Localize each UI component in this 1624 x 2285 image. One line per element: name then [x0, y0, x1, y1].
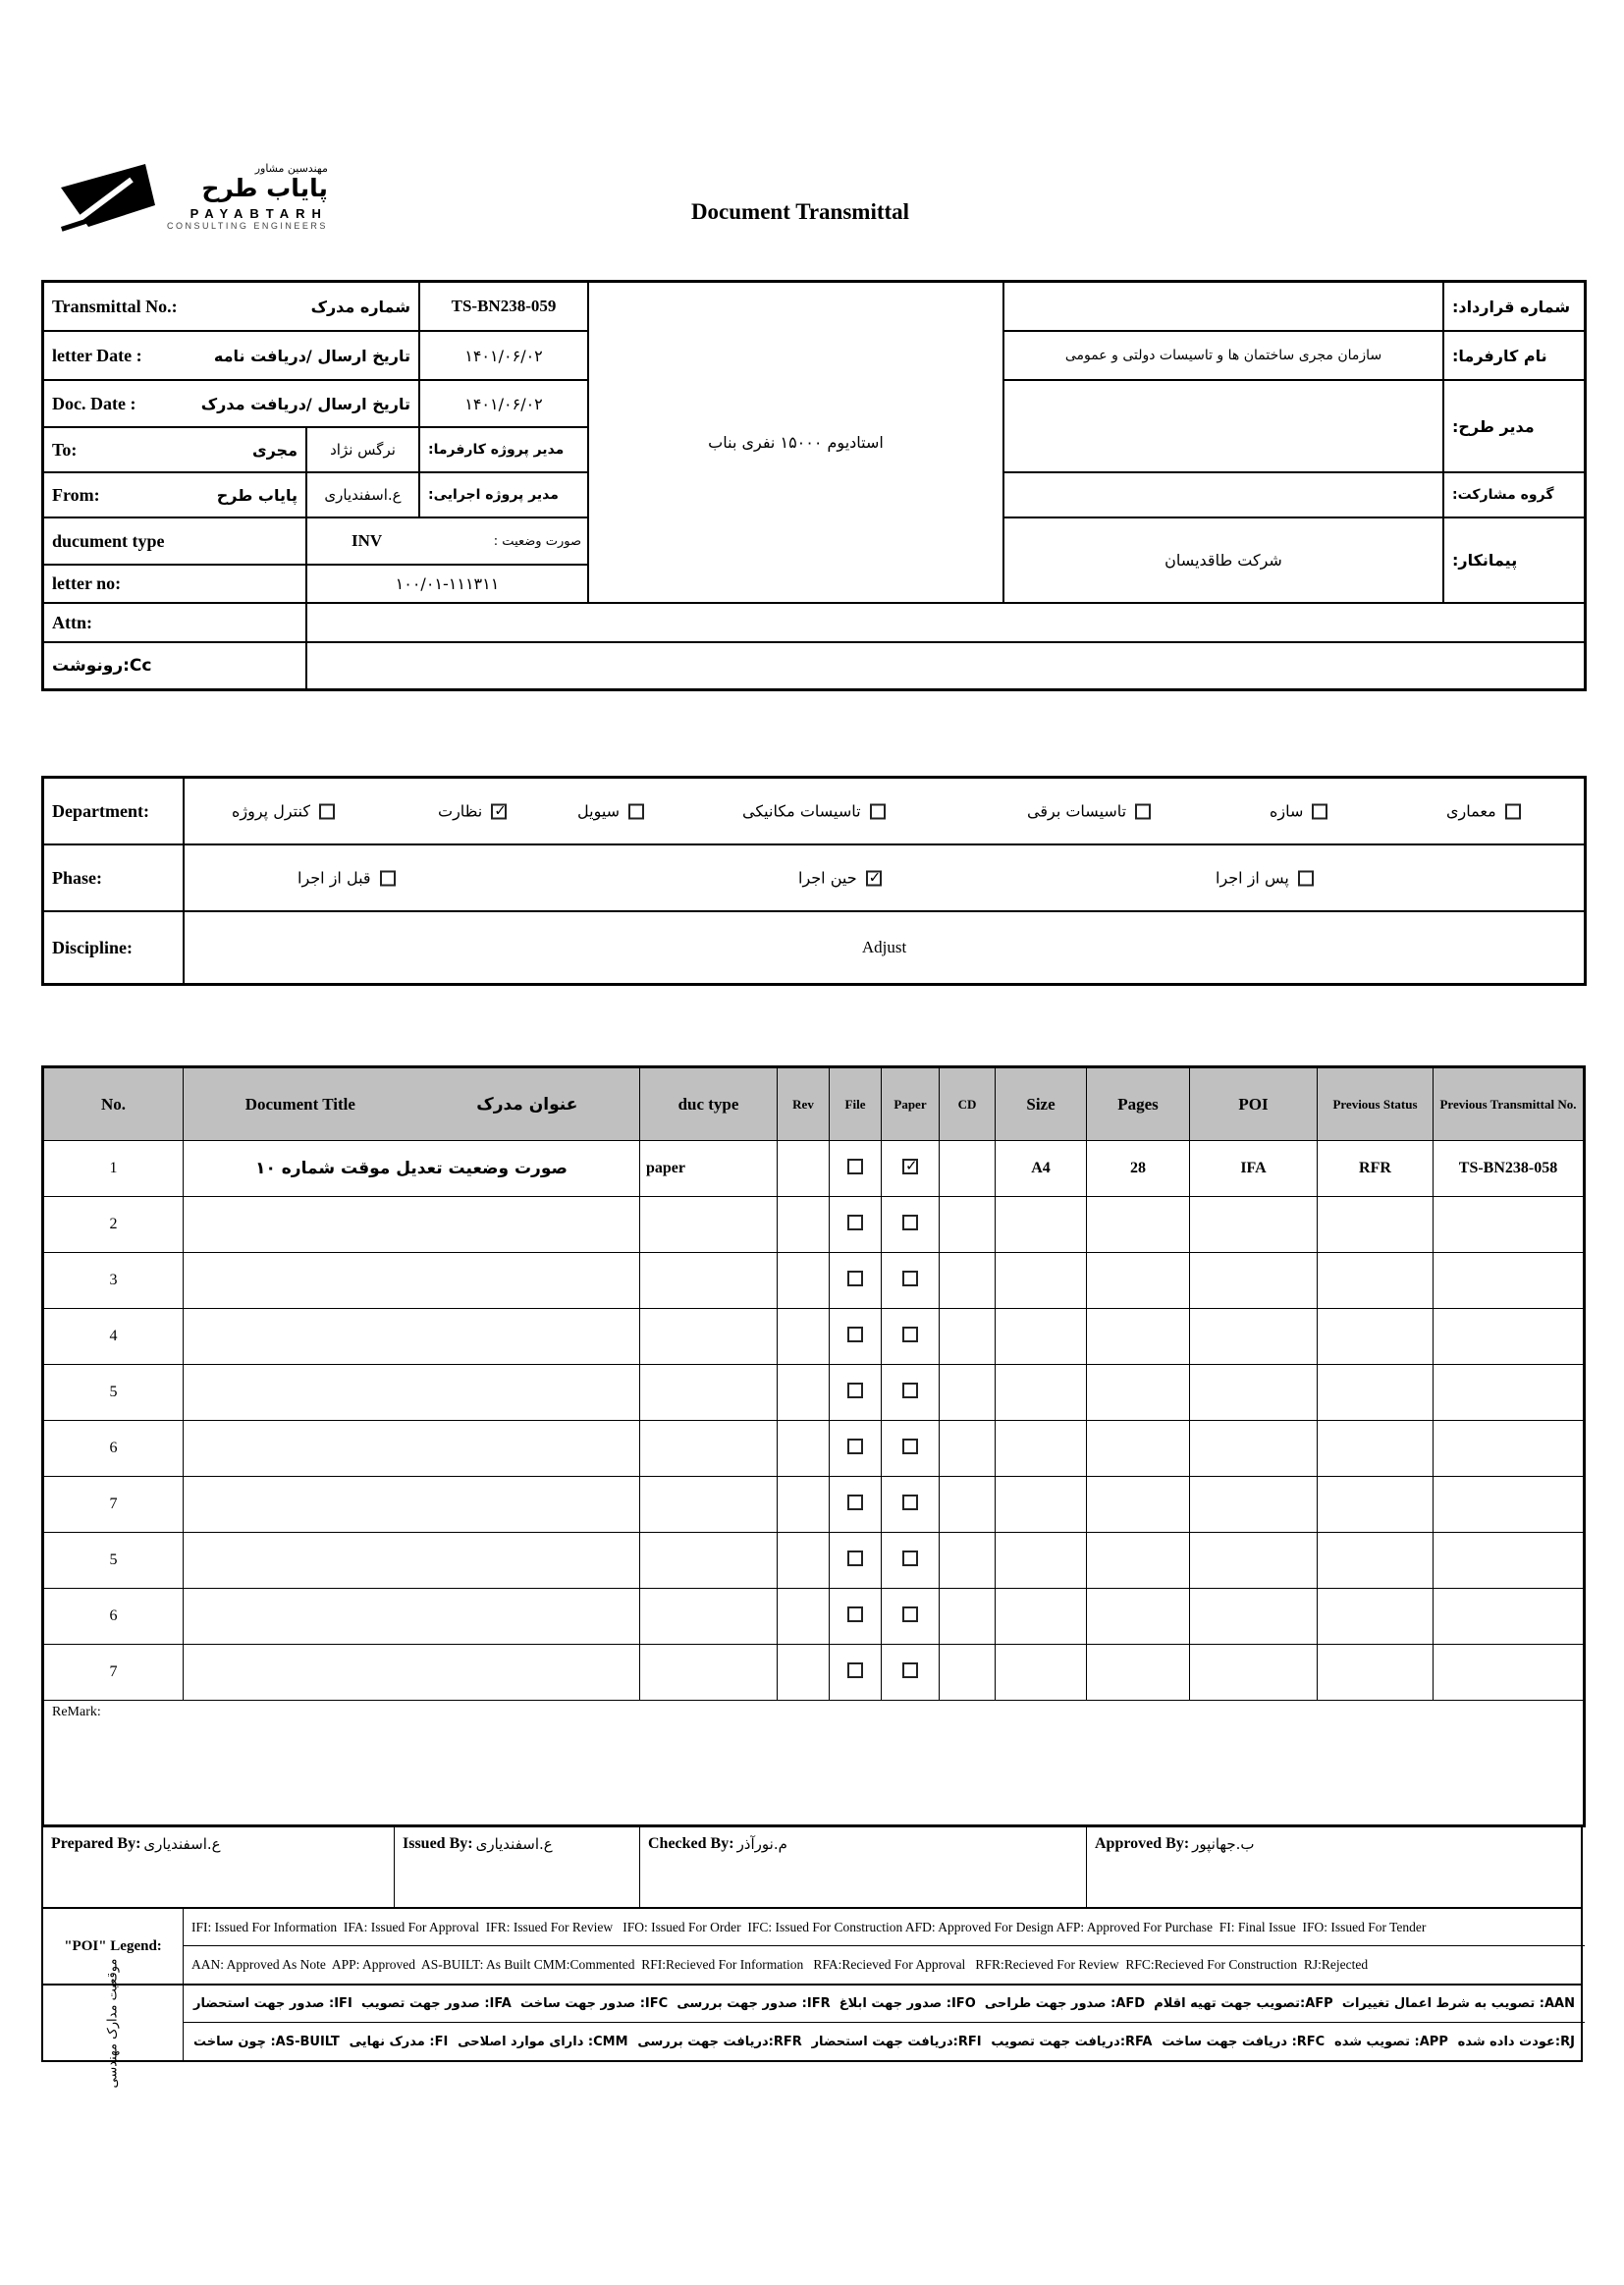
issued-by-name: ع.اسفندیاری	[475, 1835, 553, 1853]
poi-legend-line2: AAN: Approved As Note APP: Approved AS-BUILT: As Built CMM:Commented RFI:Recieved For Information RFA:Recieved For Approval RFR:Recieved For Review RFC:Recieved For Construction RJ:Rejected	[191, 1957, 1369, 1972]
department-checkbox[interactable]	[628, 803, 644, 819]
legend-item: تصویب جهت تهیه اقلام:AFP	[1154, 1996, 1333, 2011]
col-poi: POI	[1190, 1067, 1318, 1141]
doc-date-label-cell	[43, 380, 419, 427]
phase-checkbox[interactable]	[380, 870, 396, 886]
row-rev	[778, 1589, 830, 1645]
department-item-label: معماری	[1446, 801, 1496, 821]
to-label-en: To:	[52, 439, 78, 460]
row-size: A4	[996, 1141, 1087, 1197]
row-duc-type	[640, 1309, 778, 1365]
letter-date-label-cell	[43, 331, 419, 380]
row-prev-transmittal	[1434, 1421, 1585, 1477]
paper-checkbox[interactable]	[902, 1551, 918, 1566]
phase-items	[184, 844, 1585, 911]
department-item	[1270, 802, 1327, 821]
row-pages	[1087, 1253, 1190, 1309]
row-duc-type	[640, 1533, 778, 1589]
row-size	[996, 1477, 1087, 1533]
contract-no-value	[1003, 282, 1443, 331]
contractor-label: پیمانکار:	[1443, 517, 1585, 603]
row-no: 4	[43, 1309, 184, 1365]
prepared-by-name: ع.اسفندیاری	[143, 1835, 221, 1853]
row-prev-status	[1318, 1589, 1434, 1645]
row-paper-cell	[882, 1589, 940, 1645]
table-row	[43, 1365, 1585, 1421]
row-pages	[1087, 1589, 1190, 1645]
from-label-cell	[43, 472, 306, 517]
transmittal-no-label-cell	[43, 282, 419, 331]
row-no: 5	[43, 1533, 184, 1589]
row-rev	[778, 1309, 830, 1365]
row-no: 5	[43, 1365, 184, 1421]
legend-item: صدور جهت استحضار :IFI	[193, 1996, 352, 2011]
document-type-label-cell	[43, 517, 306, 565]
legend-item: تصویب شده :APP	[1334, 2034, 1448, 2049]
file-checkbox[interactable]	[847, 1551, 863, 1566]
row-prev-transmittal: TS-BN238-058	[1434, 1141, 1585, 1197]
fa-legend-side-label	[43, 1958, 184, 2088]
signature-row	[41, 1825, 1583, 1909]
client-pm-label: مدیر پروژه کارفرما:	[419, 427, 588, 472]
col-title-en: Document Title	[244, 1094, 355, 1114]
row-paper-cell	[882, 1141, 940, 1197]
cc-label: رونوشت:Cc	[52, 656, 152, 676]
department-checkbox[interactable]	[870, 803, 886, 819]
remark-label: ReMark:	[43, 1701, 1585, 1826]
paper-checkbox[interactable]	[902, 1327, 918, 1342]
row-title: صورت وضعیت تعدیل موقت شماره ۱۰	[184, 1141, 640, 1197]
logo-subtitle: CONSULTING ENGINEERS	[167, 220, 328, 231]
row-pages	[1087, 1365, 1190, 1421]
row-poi	[1190, 1477, 1318, 1533]
transmittal-no-label-fa: شماره مدرک	[310, 297, 410, 316]
row-cd	[940, 1141, 996, 1197]
from-value: ع.اسفندیاری	[306, 472, 419, 517]
file-checkbox[interactable]	[847, 1327, 863, 1342]
row-pages	[1087, 1309, 1190, 1365]
col-prev-status: Previous Status	[1318, 1067, 1434, 1141]
poi-legend-line1: IFI: Issued For Information IFA: Issued For Approval IFR: Issued For Review IFO: Issued For Order IFC: Issued For Construction AFD: Approved For Design AFP: Approved For Purchase FI: Final Issue IFO: Issued For Tender	[184, 1909, 1585, 1946]
row-poi	[1190, 1533, 1318, 1589]
row-no: 2	[43, 1197, 184, 1253]
row-no: 1	[43, 1141, 184, 1197]
approved-by-label: Approved By:	[1095, 1835, 1190, 1852]
document-type-label-en: ducument type	[52, 530, 165, 551]
row-duc-type	[640, 1253, 778, 1309]
file-checkbox[interactable]	[847, 1271, 863, 1286]
department-checkbox[interactable]	[1505, 803, 1521, 819]
row-file-cell	[830, 1477, 882, 1533]
paper-checkbox[interactable]	[902, 1271, 918, 1286]
prepared-by-label: Prepared By:	[51, 1835, 141, 1852]
row-cd	[940, 1309, 996, 1365]
row-pages	[1087, 1533, 1190, 1589]
row-poi	[1190, 1421, 1318, 1477]
row-rev	[778, 1141, 830, 1197]
row-pages	[1087, 1421, 1190, 1477]
phase-checkbox[interactable]	[1298, 870, 1314, 886]
row-poi	[1190, 1365, 1318, 1421]
legend-item: صدور جهت ساخت :IFC	[520, 1996, 669, 2011]
row-title	[184, 1197, 640, 1253]
col-prev-transmittal: Previous Transmittal No.	[1434, 1067, 1585, 1141]
issued-by-label: Issued By:	[403, 1835, 473, 1852]
row-prev-status	[1318, 1253, 1434, 1309]
row-title	[184, 1645, 640, 1701]
document-table	[41, 1065, 1586, 1827]
client-value: سازمان مجری ساختمان ها و تاسیسات دولتی و عمومی	[1003, 331, 1443, 380]
to-label-fa: مجری	[251, 440, 298, 460]
legend-item: دریافت جهت استحضار:RFI	[811, 2034, 982, 2049]
page-title: Document Transmittal	[690, 199, 910, 224]
department-items	[184, 778, 1585, 844]
col-cd: CD	[940, 1067, 996, 1141]
row-file-cell	[830, 1533, 882, 1589]
row-cd	[940, 1589, 996, 1645]
department-item-label: تاسیسات مکانیکی	[742, 801, 861, 821]
file-checkbox[interactable]	[847, 1159, 863, 1174]
row-poi	[1190, 1589, 1318, 1645]
row-prev-status	[1318, 1365, 1434, 1421]
department-item	[1027, 802, 1151, 821]
table-row	[43, 1253, 1585, 1309]
legend-item: دارای موارد اصلاحی :CMM	[458, 2034, 628, 2049]
exec-pm-label: مدیر پروژه اجرایی:	[419, 472, 588, 517]
col-size: Size	[996, 1067, 1087, 1141]
row-prev-status	[1318, 1533, 1434, 1589]
row-size	[996, 1365, 1087, 1421]
file-checkbox[interactable]	[847, 1662, 863, 1678]
partnership-group-label: گروه مشارکت:	[1443, 472, 1585, 517]
legend-item: دریافت جهت ساخت :RFC	[1162, 2034, 1326, 2049]
department-item	[438, 802, 507, 821]
col-file: File	[830, 1067, 882, 1141]
row-prev-status	[1318, 1197, 1434, 1253]
department-section	[41, 776, 1587, 986]
letter-date-label-en: letter Date :	[52, 345, 142, 365]
row-file-cell	[830, 1197, 882, 1253]
document-type-value: INV	[352, 531, 383, 550]
department-checkbox[interactable]	[319, 803, 335, 819]
phase-item-label: قبل از اجرا	[298, 868, 371, 888]
row-cd	[940, 1197, 996, 1253]
row-prev-transmittal	[1434, 1197, 1585, 1253]
doc-date-label-en: Doc. Date :	[52, 393, 136, 413]
phase-item	[798, 869, 882, 888]
row-duc-type	[640, 1589, 778, 1645]
project-name: استادیوم ۱۵۰۰۰ نفری بناب	[588, 282, 1003, 603]
row-poi	[1190, 1309, 1318, 1365]
approved-by-cell	[1087, 1827, 1585, 1907]
row-paper-cell	[882, 1197, 940, 1253]
row-size	[996, 1253, 1087, 1309]
phase-item	[1216, 869, 1314, 888]
row-duc-type	[640, 1477, 778, 1533]
department-checkbox[interactable]	[491, 803, 507, 819]
lower-section	[41, 1065, 1583, 2088]
row-paper-cell	[882, 1421, 940, 1477]
row-file-cell	[830, 1589, 882, 1645]
row-title	[184, 1365, 640, 1421]
col-paper: Paper	[882, 1067, 940, 1141]
row-file-cell	[830, 1365, 882, 1421]
row-pages	[1087, 1197, 1190, 1253]
poi-legend-label: "POI" Legend:	[43, 1909, 184, 1984]
row-prev-transmittal	[1434, 1253, 1585, 1309]
discipline-value: Adjust	[184, 911, 1585, 984]
col-no: No.	[43, 1067, 184, 1141]
col-title	[184, 1067, 640, 1141]
row-poi	[1190, 1253, 1318, 1309]
row-prev-transmittal	[1434, 1645, 1585, 1701]
department-item-label: سیویل	[577, 801, 621, 821]
file-checkbox[interactable]	[847, 1495, 863, 1510]
issued-by-cell	[395, 1827, 640, 1907]
from-label-fa: پایاب طرح	[216, 485, 298, 505]
row-pages: 28	[1087, 1141, 1190, 1197]
row-rev	[778, 1365, 830, 1421]
legend-item: مدرک نهایی :FI	[349, 2034, 449, 2049]
department-item	[232, 802, 335, 821]
remark-row	[43, 1701, 1585, 1826]
row-prev-transmittal	[1434, 1309, 1585, 1365]
paper-checkbox[interactable]	[902, 1662, 918, 1678]
row-title	[184, 1533, 640, 1589]
row-size	[996, 1309, 1087, 1365]
row-prev-transmittal	[1434, 1533, 1585, 1589]
file-checkbox[interactable]	[847, 1606, 863, 1622]
phase-checkbox[interactable]	[866, 870, 882, 886]
doc-date-value: ۱۴۰۱/۰۶/۰۲	[419, 380, 588, 427]
legend-item: چون ساخت :AS-BUILT	[193, 2034, 340, 2049]
row-duc-type: paper	[640, 1141, 778, 1197]
file-checkbox[interactable]	[847, 1439, 863, 1454]
table-row	[43, 1197, 1585, 1253]
row-no: 7	[43, 1477, 184, 1533]
contract-no-label: شماره قرارداد:	[1443, 282, 1585, 331]
department-item-label: تاسیسات برقی	[1027, 801, 1127, 821]
department-label: Department:	[43, 778, 184, 844]
legend-item: دریافت جهت تصویب:RFA	[991, 2034, 1153, 2049]
paper-checkbox[interactable]	[902, 1495, 918, 1510]
table-row	[43, 1141, 1585, 1197]
row-cd	[940, 1645, 996, 1701]
fa-legend-row2	[184, 2023, 1585, 2060]
table-row	[43, 1645, 1585, 1701]
department-item-label: نظارت	[438, 801, 483, 821]
row-no: 6	[43, 1589, 184, 1645]
letter-date-value: ۱۴۰۱/۰۶/۰۲	[419, 331, 588, 380]
logo-name-en: PAYABTARH	[189, 205, 328, 221]
phase-item	[298, 869, 396, 888]
file-checkbox[interactable]	[847, 1383, 863, 1398]
row-poi	[1190, 1645, 1318, 1701]
letter-no-label-cell	[43, 565, 306, 603]
row-cd	[940, 1253, 996, 1309]
doc-date-label-fa: تاریخ ارسال /دریافت مدرک	[200, 394, 410, 413]
row-no: 7	[43, 1645, 184, 1701]
row-paper-cell	[882, 1365, 940, 1421]
legend-item: صدور جهت طراحی :AFD	[984, 1996, 1146, 2011]
row-duc-type	[640, 1645, 778, 1701]
paper-checkbox[interactable]	[902, 1159, 918, 1174]
cc-value	[306, 642, 1585, 689]
row-title	[184, 1421, 640, 1477]
row-duc-type	[640, 1421, 778, 1477]
row-title	[184, 1477, 640, 1533]
row-rev	[778, 1421, 830, 1477]
prepared-by-cell	[43, 1827, 395, 1907]
design-manager-label: مدیر طرح:	[1443, 380, 1585, 472]
letter-no-value: ۱۰۰/۰۱-۱۱۱۳۱۱	[306, 565, 588, 603]
row-rev	[778, 1197, 830, 1253]
to-label-cell	[43, 427, 306, 472]
checked-by-cell	[640, 1827, 1087, 1907]
transmittal-no-value: TS-BN238-059	[419, 282, 588, 331]
row-prev-transmittal	[1434, 1477, 1585, 1533]
partnership-group-value	[1003, 472, 1443, 517]
row-prev-transmittal	[1434, 1589, 1585, 1645]
row-prev-status	[1318, 1645, 1434, 1701]
row-file-cell	[830, 1309, 882, 1365]
paper-checkbox[interactable]	[902, 1383, 918, 1398]
row-prev-status	[1318, 1477, 1434, 1533]
phase-item-label: پس از اجرا	[1216, 868, 1289, 888]
row-rev	[778, 1477, 830, 1533]
row-paper-cell	[882, 1477, 940, 1533]
checked-by-label: Checked By:	[648, 1835, 734, 1852]
row-file-cell	[830, 1253, 882, 1309]
table-header-row	[43, 1067, 1585, 1141]
department-item	[1446, 802, 1521, 821]
row-prev-status	[1318, 1309, 1434, 1365]
row-prev-status: RFR	[1318, 1141, 1434, 1197]
department-item-label: سازه	[1270, 801, 1304, 821]
phase-label: Phase:	[43, 844, 184, 911]
approved-by-name: ب.جهانپور	[1192, 1835, 1255, 1853]
department-item	[577, 802, 644, 821]
row-duc-type	[640, 1197, 778, 1253]
logo-name-fa: پایاب طرح	[201, 174, 328, 202]
paper-checkbox[interactable]	[902, 1215, 918, 1230]
phase-item-label: حین اجرا	[798, 868, 857, 888]
attn-value	[306, 603, 1585, 642]
legend-item: صدور جهت بررسی :IFR	[677, 1996, 831, 2011]
row-poi	[1190, 1197, 1318, 1253]
file-checkbox[interactable]	[847, 1215, 863, 1230]
row-size	[996, 1589, 1087, 1645]
table-row	[43, 1309, 1585, 1365]
transmittal-no-label-en: Transmittal No.:	[52, 296, 178, 316]
legend-item: تصویب به شرط اعمال تغییرات :AAN	[1341, 1996, 1575, 2011]
paper-checkbox[interactable]	[902, 1606, 918, 1622]
col-duc-type: duc type	[640, 1067, 778, 1141]
legend-item: صدور جهت ابلاغ :IFO	[839, 1996, 976, 2011]
row-title	[184, 1253, 640, 1309]
client-label: نام کارفرما:	[1443, 331, 1585, 380]
row-no: 3	[43, 1253, 184, 1309]
row-paper-cell	[882, 1645, 940, 1701]
from-label-en: From:	[52, 484, 100, 505]
table-row	[43, 1533, 1585, 1589]
legend-item: عودت داده شده:RJ	[1457, 2034, 1575, 2049]
row-pages	[1087, 1477, 1190, 1533]
fa-legend-row1	[184, 1986, 1585, 2023]
document-type-label-fa: صورت وضعیت :	[493, 533, 581, 549]
checked-by-name: م.نورآذر	[736, 1835, 787, 1853]
row-title	[184, 1309, 640, 1365]
col-pages: Pages	[1087, 1067, 1190, 1141]
poi-legend	[41, 1907, 1583, 1986]
row-paper-cell	[882, 1253, 940, 1309]
col-title-fa: عنوان مدرک	[476, 1094, 578, 1115]
logo-tagline: مهندسین مشاور	[254, 162, 328, 175]
attn-label-cell	[43, 603, 306, 642]
department-item	[742, 802, 886, 821]
row-paper-cell	[882, 1533, 940, 1589]
row-poi: IFA	[1190, 1141, 1318, 1197]
letter-no-label: letter no:	[52, 573, 122, 593]
department-checkbox[interactable]	[1312, 803, 1327, 819]
to-value: نرگس نژاد	[306, 427, 419, 472]
design-manager-value	[1003, 380, 1443, 472]
row-cd	[940, 1533, 996, 1589]
table-row	[43, 1589, 1585, 1645]
row-file-cell	[830, 1421, 882, 1477]
row-size	[996, 1533, 1087, 1589]
row-paper-cell	[882, 1309, 940, 1365]
row-size	[996, 1645, 1087, 1701]
row-rev	[778, 1533, 830, 1589]
row-size	[996, 1421, 1087, 1477]
legend-item: صدور جهت تصویب :IFA	[360, 1996, 512, 2011]
col-rev: Rev	[778, 1067, 830, 1141]
row-rev	[778, 1645, 830, 1701]
row-title	[184, 1589, 640, 1645]
row-size	[996, 1197, 1087, 1253]
row-cd	[940, 1365, 996, 1421]
table-row	[43, 1421, 1585, 1477]
discipline-label: Discipline:	[43, 911, 184, 984]
row-rev	[778, 1253, 830, 1309]
row-no: 6	[43, 1421, 184, 1477]
contractor-value: شرکت طاقدیسان	[1003, 517, 1443, 603]
document-type-value-cell	[306, 517, 588, 565]
row-prev-status	[1318, 1421, 1434, 1477]
fa-legend-side-text: موقعیت مدارک مهندسی	[105, 1958, 121, 2088]
header-table	[41, 280, 1587, 691]
row-cd	[940, 1421, 996, 1477]
row-duc-type	[640, 1365, 778, 1421]
letter-date-label-fa: تاریخ ارسال /دریافت نامه	[213, 346, 410, 365]
row-cd	[940, 1477, 996, 1533]
table-row	[43, 1477, 1585, 1533]
department-checkbox[interactable]	[1135, 803, 1151, 819]
row-prev-transmittal	[1434, 1365, 1585, 1421]
paper-checkbox[interactable]	[902, 1439, 918, 1454]
row-pages	[1087, 1645, 1190, 1701]
department-item-label: کنترل پروژه	[232, 801, 310, 821]
attn-label: Attn:	[52, 612, 92, 632]
row-file-cell	[830, 1645, 882, 1701]
legend-item: دریافت جهت بررسی:RFR	[637, 2034, 802, 2049]
row-file-cell	[830, 1141, 882, 1197]
cc-label-cell	[43, 642, 306, 689]
